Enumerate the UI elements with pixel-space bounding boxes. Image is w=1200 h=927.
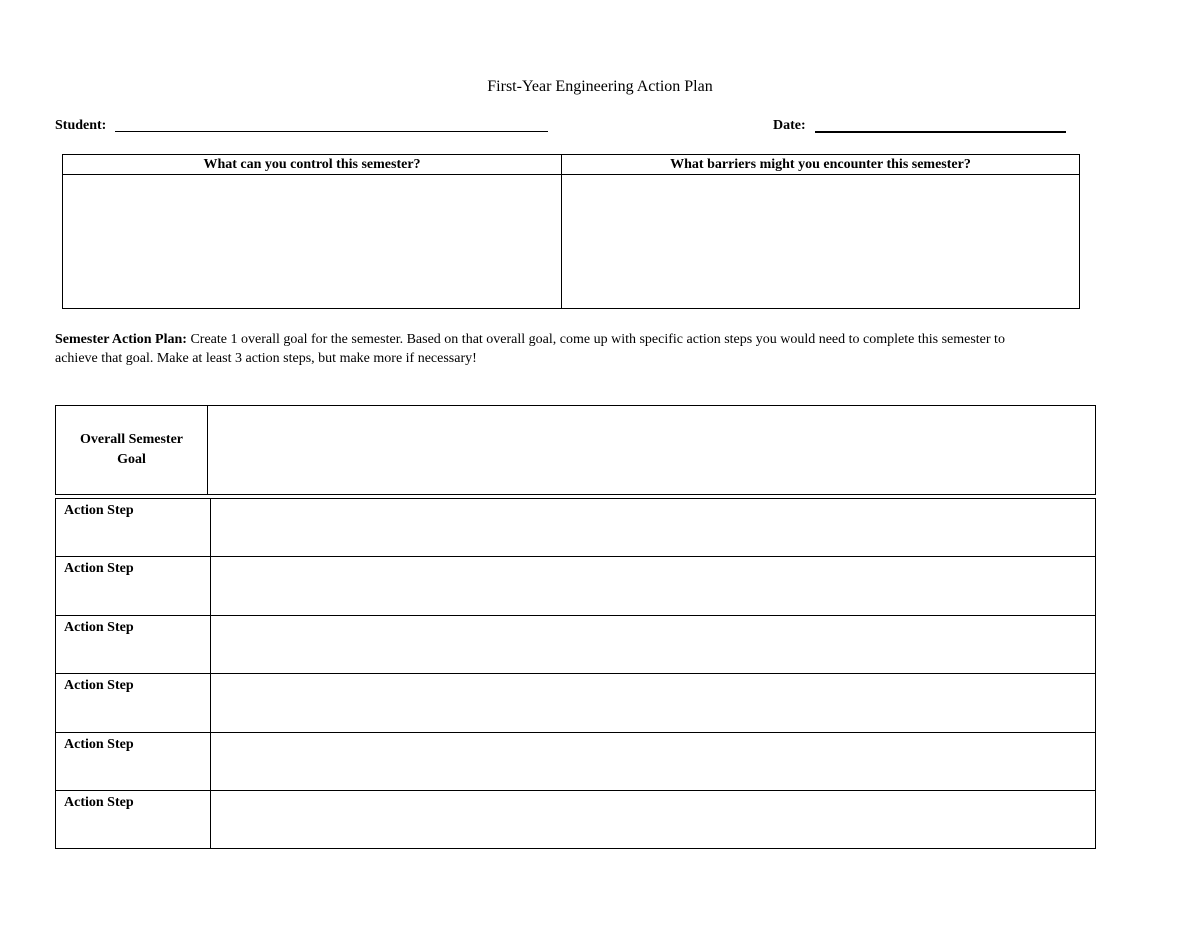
goal-response-cell[interactable] xyxy=(208,406,1095,494)
control-response-cell[interactable] xyxy=(63,175,561,309)
action-steps-table xyxy=(55,498,1096,849)
action-step-response-cell[interactable] xyxy=(211,557,1095,614)
action-step-row xyxy=(56,733,1095,791)
action-step-response-cell[interactable] xyxy=(211,674,1095,731)
action-step-label: Action Step xyxy=(56,791,211,848)
action-step-label: Action Step xyxy=(56,557,211,614)
goal-label: Overall Semester Goal xyxy=(79,432,183,467)
instructions-lead: Semester Action Plan: xyxy=(55,332,187,347)
date-label: Date: xyxy=(773,118,806,133)
action-step-row xyxy=(56,674,1095,732)
barriers-column-header: What barriers might you encounter this semester? xyxy=(562,155,1079,175)
action-step-row xyxy=(56,791,1095,849)
action-step-response-cell[interactable] xyxy=(211,733,1095,790)
action-step-label: Action Step xyxy=(56,616,211,673)
action-step-label: Action Step xyxy=(56,733,211,790)
action-step-response-cell[interactable] xyxy=(211,791,1095,848)
barriers-response-cell[interactable] xyxy=(562,175,1079,309)
goal-table xyxy=(55,405,1096,495)
control-column-header: What can you control this semester? xyxy=(63,155,561,175)
student-label: Student: xyxy=(55,118,107,133)
action-step-label: Action Step xyxy=(56,499,211,556)
action-step-response-cell[interactable] xyxy=(211,499,1095,556)
date-field[interactable] xyxy=(815,131,1066,133)
action-step-label: Action Step xyxy=(56,674,211,731)
action-step-row xyxy=(56,616,1095,674)
page-title: First-Year Engineering Action Plan xyxy=(487,78,713,95)
reflection-table xyxy=(62,154,1080,309)
action-step-response-cell[interactable] xyxy=(211,616,1095,673)
barriers-column xyxy=(562,155,1079,308)
goal-label-cell xyxy=(56,406,208,494)
action-plan-instructions xyxy=(55,330,1035,368)
student-name-field[interactable] xyxy=(115,131,548,132)
instructions-text: Create 1 overall goal for the semester. Based on that overall goal, come up with specific action steps you would need to complete this semester to achieve that goal. Make at least 3 action steps, but make more if necessary! xyxy=(55,332,1005,366)
action-step-row xyxy=(56,557,1095,615)
control-column xyxy=(63,155,562,308)
action-step-row xyxy=(56,499,1095,557)
